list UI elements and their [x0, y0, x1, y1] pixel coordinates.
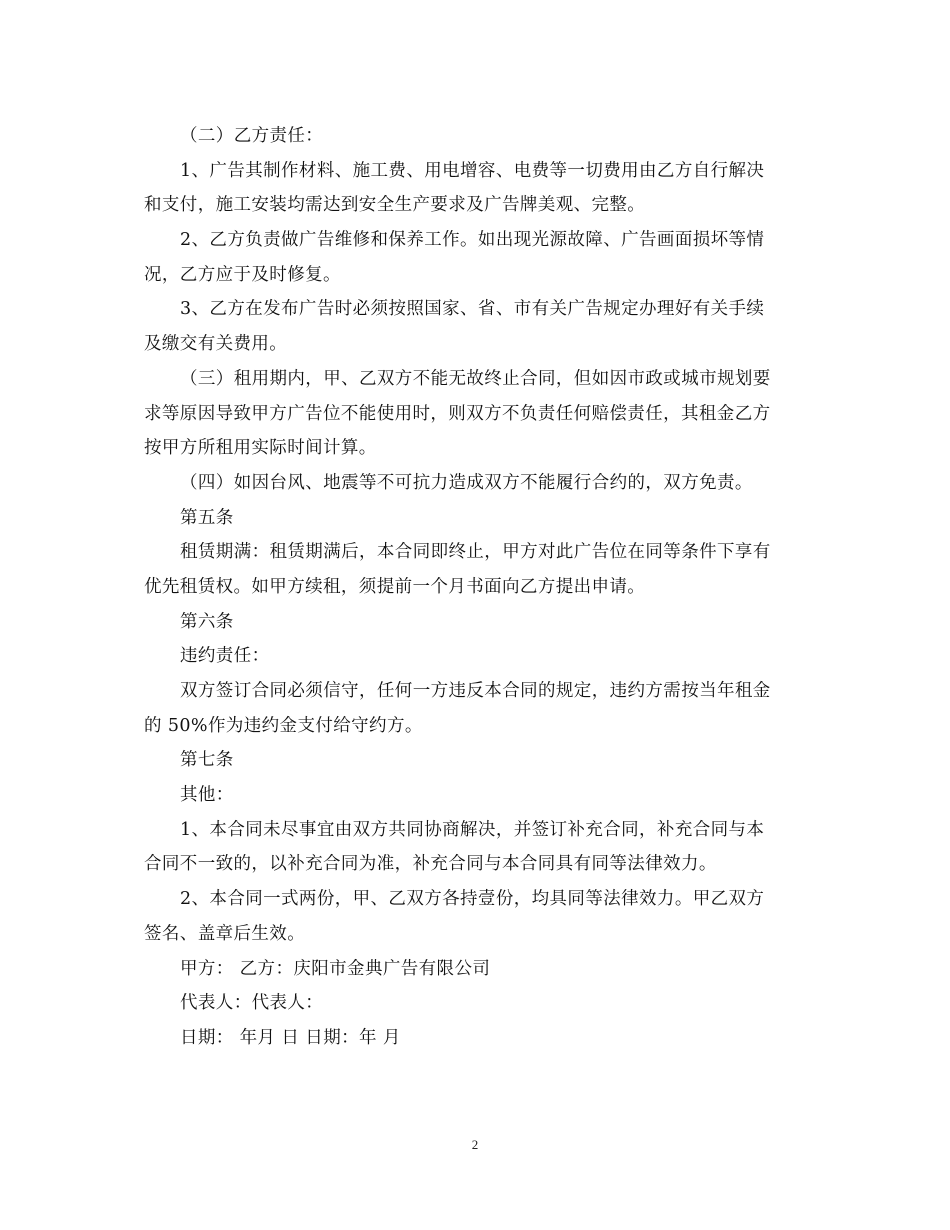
paragraph-line: 及缴交有关费用。 [144, 334, 288, 355]
paragraph-line: 和支付，施工安装均需达到安全生产要求及广告牌美观、完整。 [144, 195, 646, 216]
document-body [144, 119, 804, 1056]
paragraph-line: 合同不一致的，以补充合同为准，补充合同与本合同具有同等法律效力。 [144, 854, 717, 875]
paragraph-line: 按甲方所租用实际时间计算。 [144, 438, 377, 459]
section-heading-party-b-duties: （二）乙方责任： [180, 126, 324, 146]
paragraph-line: 违约责任： [180, 646, 270, 667]
paragraph-line: 的 50%作为违约金支付给守约方。 [144, 715, 423, 736]
paragraph-line: （三）租用期内，甲、乙双方不能无故终止合同，但如因市政或城市规划要 [180, 368, 771, 389]
signature-dates: 日期： 年月 日 日期：年 月 [180, 1027, 401, 1048]
paragraph-line: 租赁期满：租赁期满后，本合同即终止，甲方对此广告位在同等条件下享有 [180, 542, 771, 563]
paragraph-line: 优先租赁权。如甲方续租，须提前一个月书面向乙方提出申请。 [144, 576, 646, 597]
signature-representatives: 代表人：代表人： [180, 993, 324, 1014]
paragraph-line: 签名、盖章后生效。 [144, 923, 306, 944]
paragraph-line: 1、广告其制作材料、施工费、用电增容、电费等一切费用由乙方自行解决 [180, 160, 765, 181]
article-heading-5: 第五条 [180, 507, 234, 528]
paragraph-line: 3、乙方在发布广告时必须按照国家、省、市有关广告规定办理好有关手续 [180, 299, 765, 320]
paragraph-line: 2、乙方负责做广告维修和保养工作。如出现光源故障、广告画面损坏等情 [180, 230, 765, 251]
paragraph-line: 况，乙方应于及时修复。 [144, 264, 341, 285]
paragraph-line: 1、本合同未尽事宜由双方共同协商解决，并签订补充合同，补充合同与本 [180, 819, 765, 840]
article-heading-7: 第七条 [180, 750, 234, 771]
paragraph-line: 其他： [180, 785, 234, 806]
paragraph-line: 求等原因导致甲方广告位不能使用时，则双方不负责任何赔偿责任，其租金乙方 [144, 403, 771, 424]
paragraph-line: 双方签订合同必须信守，任何一方违反本合同的规定，违约方需按当年租金 [180, 681, 771, 701]
paragraph-line: （四）如因台风、地震等不可抗力造成双方不能履行合约的，双方免责。 [180, 472, 753, 493]
signature-parties: 甲方： 乙方：庆阳市金典广告有限公司 [180, 958, 491, 979]
paragraph-line: 2、本合同一式两份，甲、乙双方各持壹份，均具同等法律效力。甲乙双方 [180, 889, 765, 910]
page-number: 2 [471, 1137, 479, 1152]
article-heading-6: 第六条 [180, 611, 234, 632]
